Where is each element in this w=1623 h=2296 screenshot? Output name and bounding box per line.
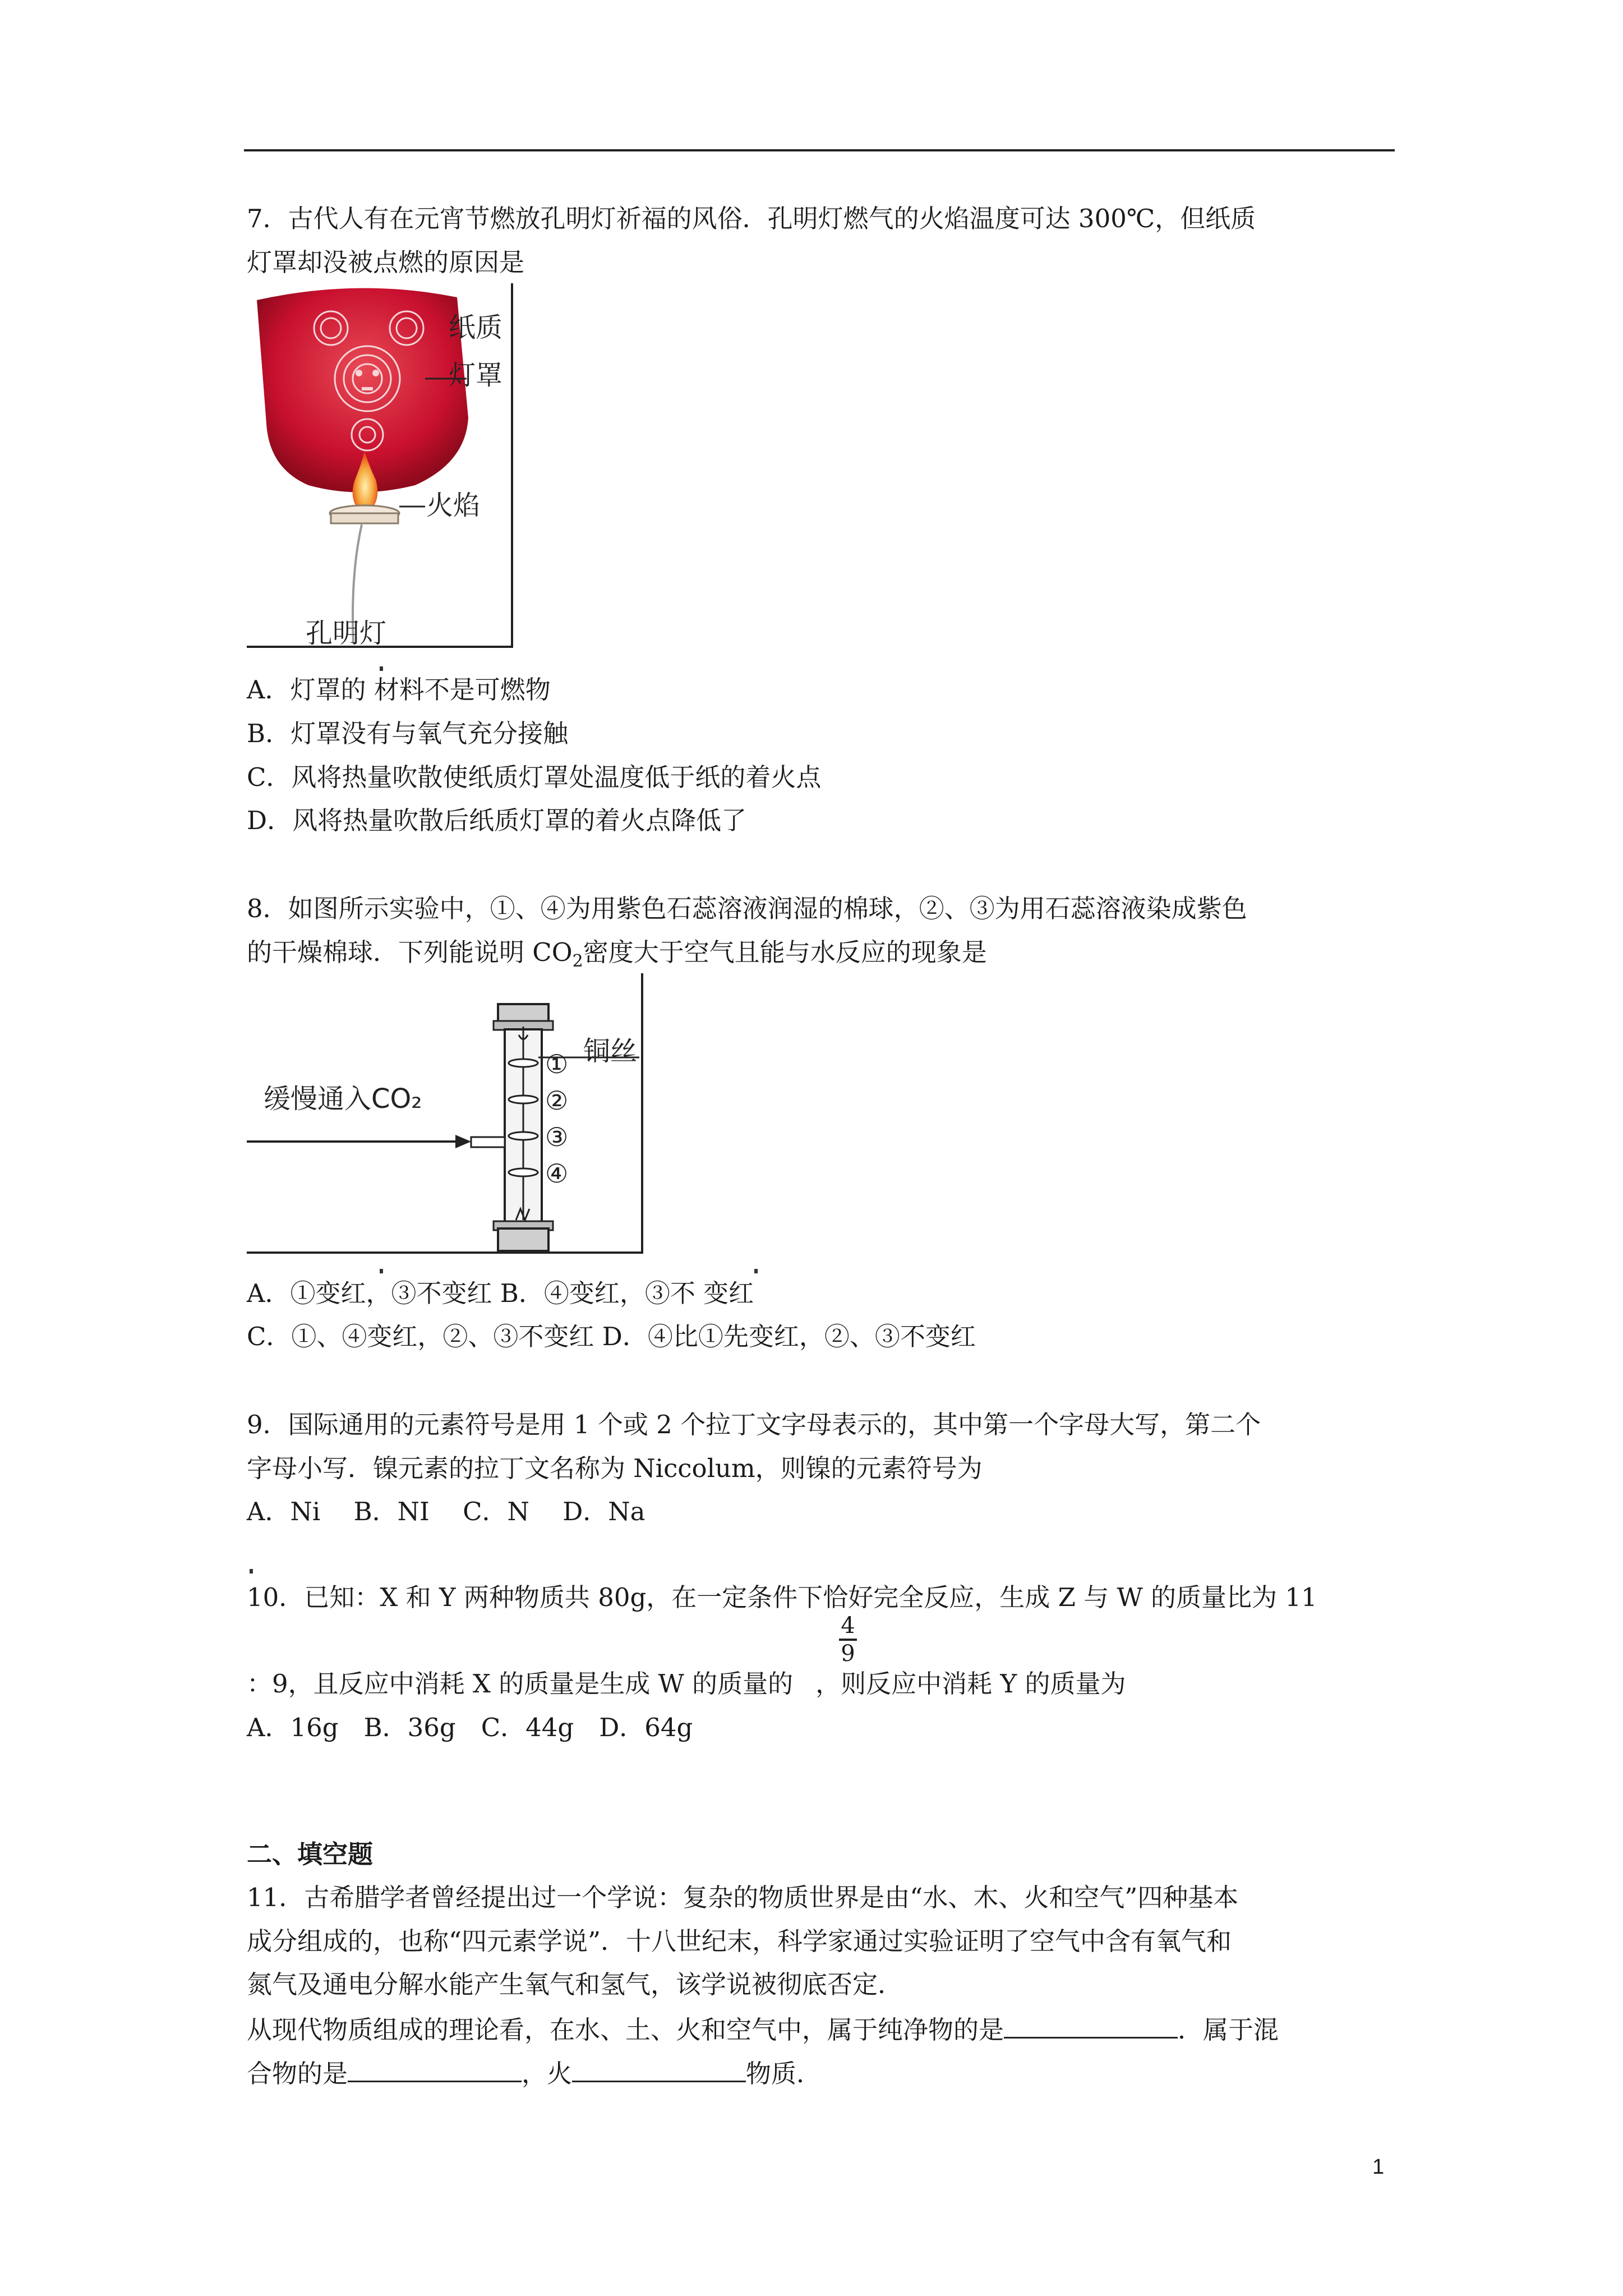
q11-line1: 11．古希腊学者曾经提出过一个学说：复杂的物质世界是由“水、木、火和空气”四种基本 xyxy=(247,1883,1239,1912)
q9-stem-line1: 9．国际通用的元素符号是用 1 个或 2 个拉丁文字母表示的，其中第一个字母大写，第二个 xyxy=(247,1410,1261,1439)
q11-line3: 氮气及通电分解水能产生氧气和氢气，该学说被彻底否定． xyxy=(247,1970,903,1999)
answer-blank-mixture[interactable] xyxy=(348,2055,522,2082)
sky-lantern-figure xyxy=(247,283,516,654)
q7-option-d: D．风将热量吹散后纸质灯罩的着火点降低了 xyxy=(247,806,747,835)
q9-options: A．Ni B．NI C．N D．Na xyxy=(247,1497,645,1526)
label-copper-wire: 铜丝 xyxy=(583,1036,638,1067)
q8-options-line2: C．①、④变红，②、③不变红 D．④比①先变红，②、③不变红 xyxy=(247,1322,976,1351)
label-ball-3: ③ xyxy=(545,1122,569,1152)
label-shade: 灯罩 xyxy=(449,360,503,391)
answer-blank-fire[interactable] xyxy=(572,2055,746,2082)
q11-line2: 成分组成的，也称“四元素学说”．十八世纪末，科学家通过实验证明了空气中含有氧气和 xyxy=(247,1926,1232,1956)
flow-arrow-head xyxy=(455,1135,471,1148)
fraction-denominator: 9 xyxy=(841,1641,855,1667)
section-heading: 二、填空题 xyxy=(247,1839,374,1869)
fraction-numerator: 4 xyxy=(841,1613,855,1639)
q11-line5: 合物的是 ，火 物质． xyxy=(247,2055,822,2091)
print-speck xyxy=(250,1569,253,1573)
label-ball-2: ② xyxy=(545,1085,569,1116)
q8-stem-line2: 的干燥棉球．下列能说明 $CO_2$密度大于空气且能与水反应的现象是 xyxy=(247,937,987,971)
q10-stem-line2: ：9，且反应中消耗 X 的质量是生成 W 的质量的 ，则反应中消耗 Y 的质量为 xyxy=(247,1669,1126,1699)
q7-option-b: B．灯罩没有与氧气充分接触 xyxy=(247,719,569,748)
q10-fraction xyxy=(837,1613,859,1667)
bottom-stopper xyxy=(498,1228,548,1251)
label-lantern: 孔明灯 xyxy=(306,618,387,649)
label-paper: 纸质 xyxy=(449,312,503,343)
q10-stem-line1: 10．已知：X 和 Y 两种物质共 80g，在一定条件下恰好完全反应，生成 Z 与 W 的质量比为 11 xyxy=(247,1582,1317,1612)
header-rule xyxy=(244,149,1395,151)
label-co2-inlet: 缓慢通入CO₂ xyxy=(264,1083,422,1115)
q8-options-line1: A．①变红，③不变红 B．④变红，③不 变红 xyxy=(247,1278,754,1308)
print-speck xyxy=(754,1269,758,1273)
label-ball-4: ④ xyxy=(545,1158,569,1189)
side-inlet xyxy=(471,1137,505,1147)
q10-options: A．16g B．36g C．44g D．64g xyxy=(247,1713,693,1742)
co2-experiment-figure xyxy=(247,973,651,1259)
print-speck xyxy=(380,1269,383,1273)
label-ball-1: ① xyxy=(545,1049,569,1079)
q9-stem-line2: 字母小写．镍元素的拉丁文名称为 Niccolum，则镍的元素符号为 xyxy=(247,1453,983,1483)
q7-stem-line2: 灯罩却没被点燃的原因是 xyxy=(247,247,525,277)
q7-stem-line1: 7．古代人有在元宵节燃放孔明灯祈福的风俗．孔明灯燃气的火焰温度可达 300℃，但纸质 xyxy=(247,204,1256,233)
label-flame: 火焰 xyxy=(426,490,481,521)
q7-option-a: A．灯罩的 材料不是可燃物 xyxy=(247,675,551,705)
page-number: 1 xyxy=(1372,2155,1385,2179)
answer-blank-pure[interactable] xyxy=(1004,2011,1178,2039)
q11-line4: 从现代物质组成的理论看，在水、土、火和空气中，属于纯净物的是 ．属于混 xyxy=(247,2011,1279,2047)
q7-option-c: C．风将热量吹散使纸质灯罩处温度低于纸的着火点 xyxy=(247,762,822,792)
print-speck xyxy=(380,666,383,671)
q8-stem-line1: 8．如图所示实验中，①、④为用紫色石蕊溶液润湿的棉球，②、③为用石蕊溶液染成紫色 xyxy=(247,894,1247,923)
